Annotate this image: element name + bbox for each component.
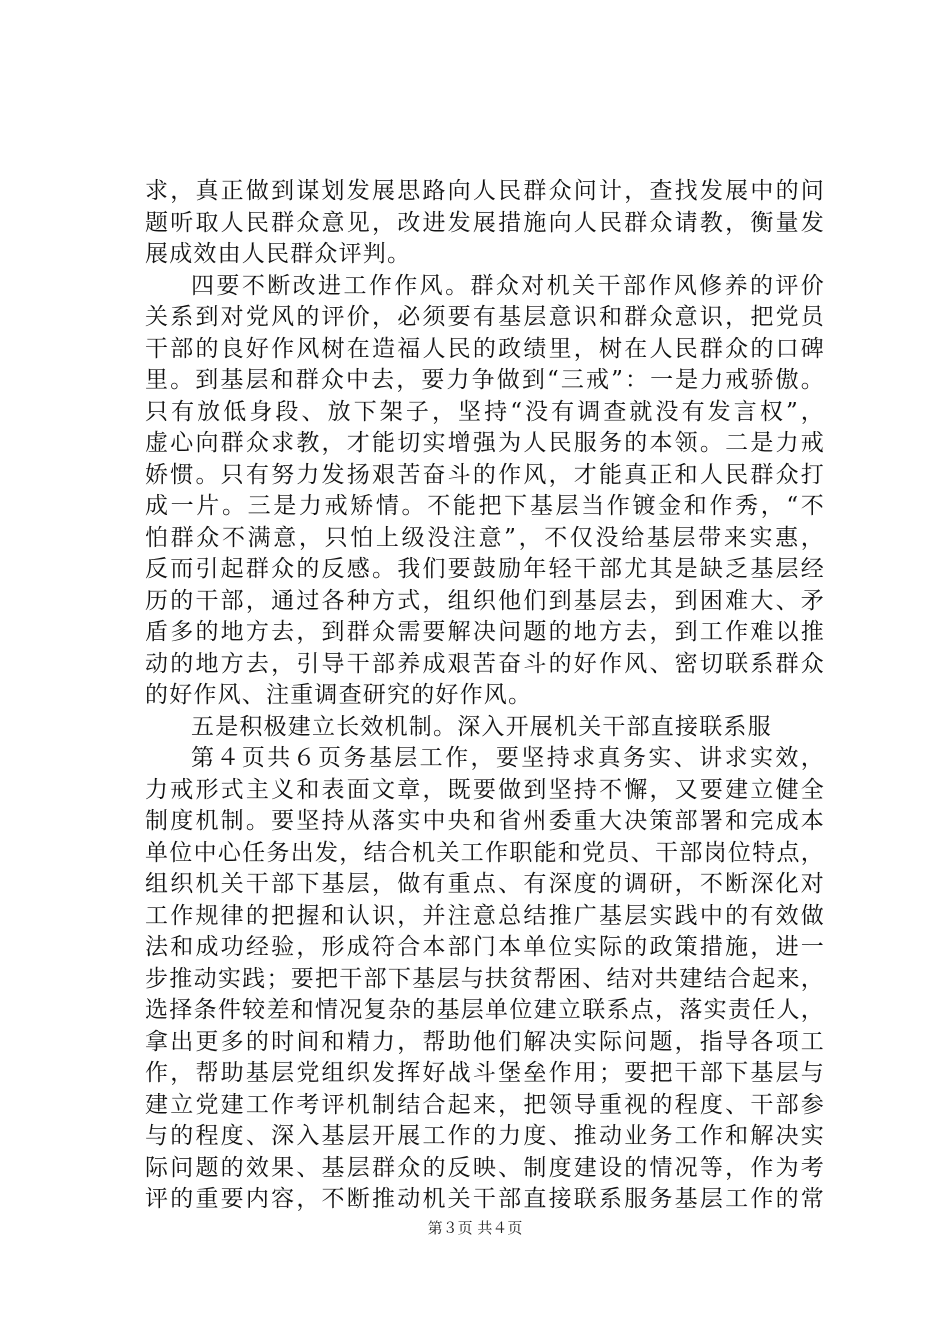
text-line: 选择条件较差和情况复杂的基层单位建立联系点，落实责任人， [145, 997, 825, 1023]
text-line: 成一片。三是力戒矫情。不能把下基层当作镀金和作秀，“不 [145, 493, 825, 519]
text-line: 怕群众不满意，只怕上级没注意”，不仅没给基层带来实惠， [145, 524, 825, 551]
text-line: 干部的良好作风树在造福人民的政绩里，树在人民群众的口碑 [145, 335, 825, 362]
text-line: 虚心向群众求教，才能切实增强为人民服务的本领。二是力戒 [145, 430, 825, 456]
text-line: 展成效由人民群众评判。 [145, 241, 412, 267]
text-line: 工作规律的把握和认识，并注意总结推广基层实践中的有效做 [145, 902, 825, 929]
text-line: 作，帮助基层党组织发挥好战斗堡垒作用；要把干部下基层与 [145, 1060, 825, 1086]
page-number-footer: 第３页 共４页 [427, 1219, 523, 1237]
text-line: 步推动实践；要把干部下基层与扶贫帮困、结对共建结合起来， [145, 965, 825, 992]
text-line: 题听取人民群众意见，改进发展措施向人民群众请教，衡量发 [145, 209, 825, 236]
text-line: 娇惯。只有努力发扬艰苦奋斗的作风，才能真正和人民群众打 [145, 461, 825, 488]
text-line: 与的程度、深入基层开展工作的力度、推动业务工作和解决实 [145, 1123, 825, 1149]
paragraph-start-line: 五是积极建立长效机制。深入开展机关干部直接联系服 [191, 713, 772, 740]
document-body [145, 176, 825, 1216]
text-line-with-page-marker: 第４页共６页务基层工作，要坚持求真务实、讲求实效， [191, 745, 825, 771]
text-line: 单位中心任务出发，结合机关工作职能和党员、干部岗位特点， [145, 839, 825, 866]
text-line: 组织机关干部下基层，做有重点、有深度的调研，不断深化对 [145, 871, 825, 897]
text-line: 评的重要内容，不断推动机关干部直接联系服务基层工作的常 [145, 1186, 825, 1212]
text-line: 制度机制。要坚持从落实中央和省州委重大决策部署和完成本 [145, 808, 825, 834]
text-line: 建立党建工作考评机制结合起来，把领导重视的程度、干部参 [145, 1091, 825, 1118]
text-line: 反而引起群众的反感。我们要鼓励年轻干部尤其是缺乏基层经 [145, 556, 825, 582]
text-line: 际问题的效果、基层群众的反映、制度建设的情况等，作为考 [145, 1154, 825, 1181]
text-line: 求，真正做到谋划发展思路向人民群众问计，查找发展中的问 [145, 178, 825, 204]
text-line: 里。到基层和群众中去，要力争做到“三戒”：一是力戒骄傲。 [145, 367, 825, 393]
text-line: 关系到对党风的评价，必须要有基层意识和群众意识，把党员 [145, 304, 825, 330]
text-line: 只有放低身段、放下架子，坚持“没有调查就没有发言权”， [145, 398, 825, 425]
text-line: 历的干部，通过各种方式，组织他们到基层去，到困难大、矛 [145, 587, 825, 614]
text-line: 拿出更多的时间和精力，帮助他们解决实际问题，指导各项工 [145, 1028, 825, 1055]
text-line: 动的地方去，引导干部养成艰苦奋斗的好作风、密切联系群众 [145, 650, 825, 677]
text-line: 的好作风、注重调查研究的好作风。 [145, 682, 533, 708]
text-line: 法和成功经验，形成符合本部门本单位实际的政策措施，进一 [145, 934, 825, 960]
paragraph-start-line: 四要不断改进工作作风。群众对机关干部作风修养的评价 [191, 272, 825, 299]
text-line: 盾多的地方去，到群众需要解决问题的地方去，到工作难以推 [145, 619, 825, 645]
text-line: 力戒形式主义和表面文章，既要做到坚持不懈，又要建立健全 [145, 776, 825, 803]
